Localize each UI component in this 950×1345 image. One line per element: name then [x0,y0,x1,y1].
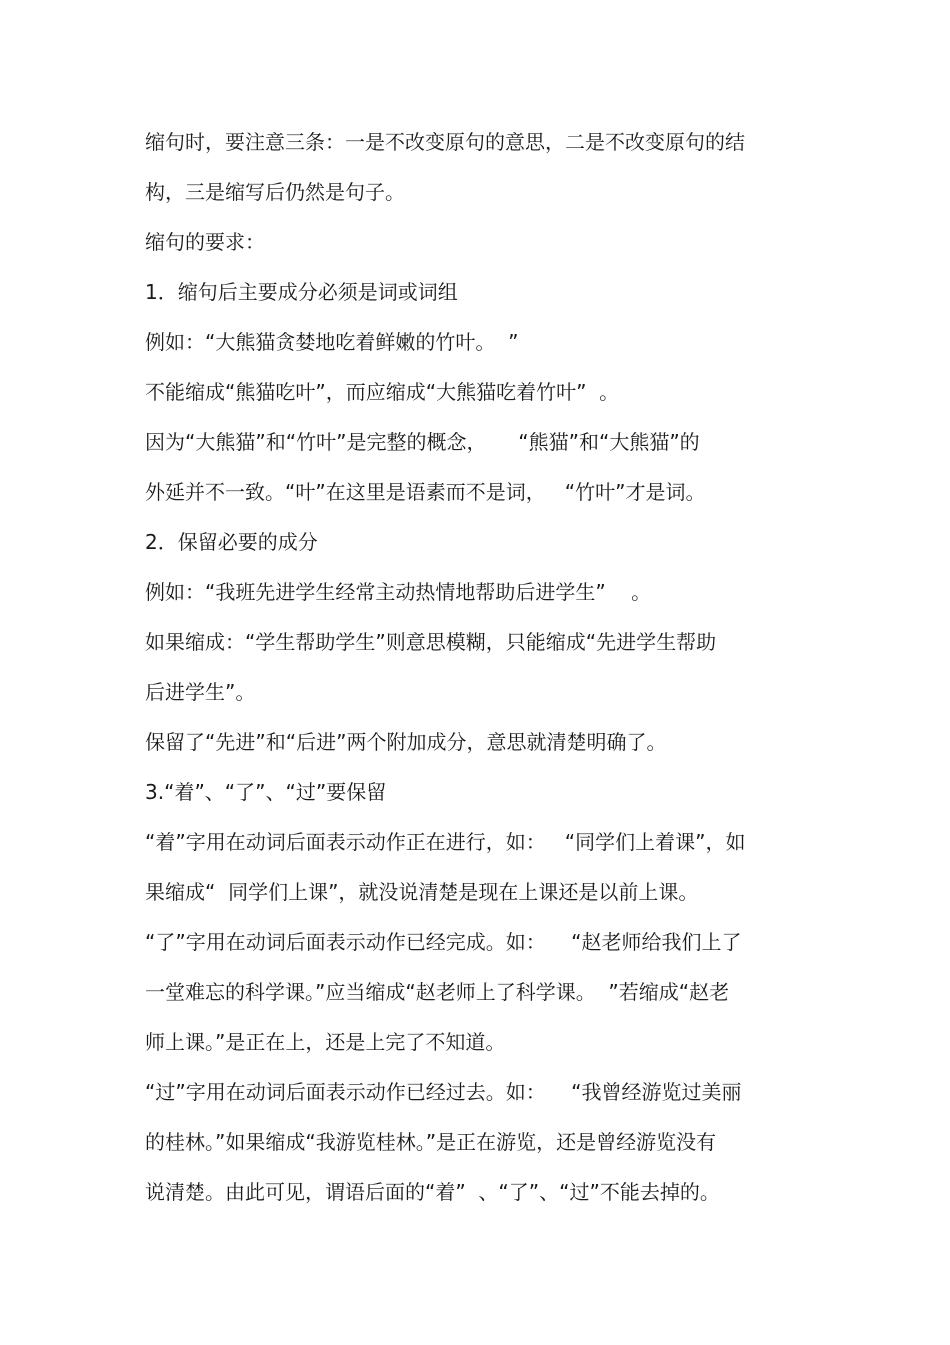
list-item-heading: 2．保留必要的成分 [145,530,318,554]
list-item-heading: 3.“着”、“了”、“过”要保留 [145,780,387,804]
text-line: 的桂林。”如果缩成“我游览桂林。”是正在游览，还是曾经游览没有 [145,1130,717,1154]
text-line: 一堂难忘的科学课。”应当缩成“赵老师上了科学课。 ”若缩成“赵老 [145,980,730,1004]
text-line: 例如：“大熊猫贪婪地吃着鲜嫩的竹叶。 ” [145,330,519,354]
text-line: 因为“大熊猫”和“竹叶”是完整的概念， “熊猫”和“大熊猫”的 [145,430,700,454]
text-line: 保留了“先进”和“后进”两个附加成分，意思就清楚明确了。 [145,730,667,754]
text-line: 如果缩成：“学生帮助学生”则意思模糊，只能缩成“先进学生帮助 [145,630,717,654]
list-item-heading: 1．缩句后主要成分必须是词或词组 [145,280,458,304]
text-line: 不能缩成“熊猫吃叶”，而应缩成“大熊猫吃着竹叶” 。 [145,380,620,404]
text-line: 例如：“我班先进学生经常主动热情地帮助后进学生” 。 [145,580,652,604]
text-line: “过”字用在动词后面表示动作已经过去。如： “我曾经游览过美丽 [145,1080,742,1104]
text-line: 后进学生”。 [145,680,256,704]
text-line: 外延并不一致。“叶”在这里是语素而不是词， “竹叶”才是词。 [145,480,706,504]
text-line: “着”字用在动词后面表示动作正在进行，如： “同学们上着课”，如 [145,830,746,854]
text-line: 果缩成“ 同学们上课”，就没说清楚是现在上课还是以前上课。 [145,880,699,904]
text-line: 师上课。”是正在上，还是上完了不知道。 [145,1030,506,1054]
section-heading: 缩句的要求： [145,230,265,254]
text-line: 构，三是缩写后仍然是句子。 [145,180,405,204]
text-line: 缩句时，要注意三条：一是不改变原句的意思，二是不改变原句的结 [145,130,745,154]
text-line: 说清楚。由此可见，谓语后面的“着” 、“了”、“过”不能去掉的。 [145,1180,720,1204]
text-line: “了”字用在动词后面表示动作已经完成。如： “赵老师给我们上了 [145,930,742,954]
